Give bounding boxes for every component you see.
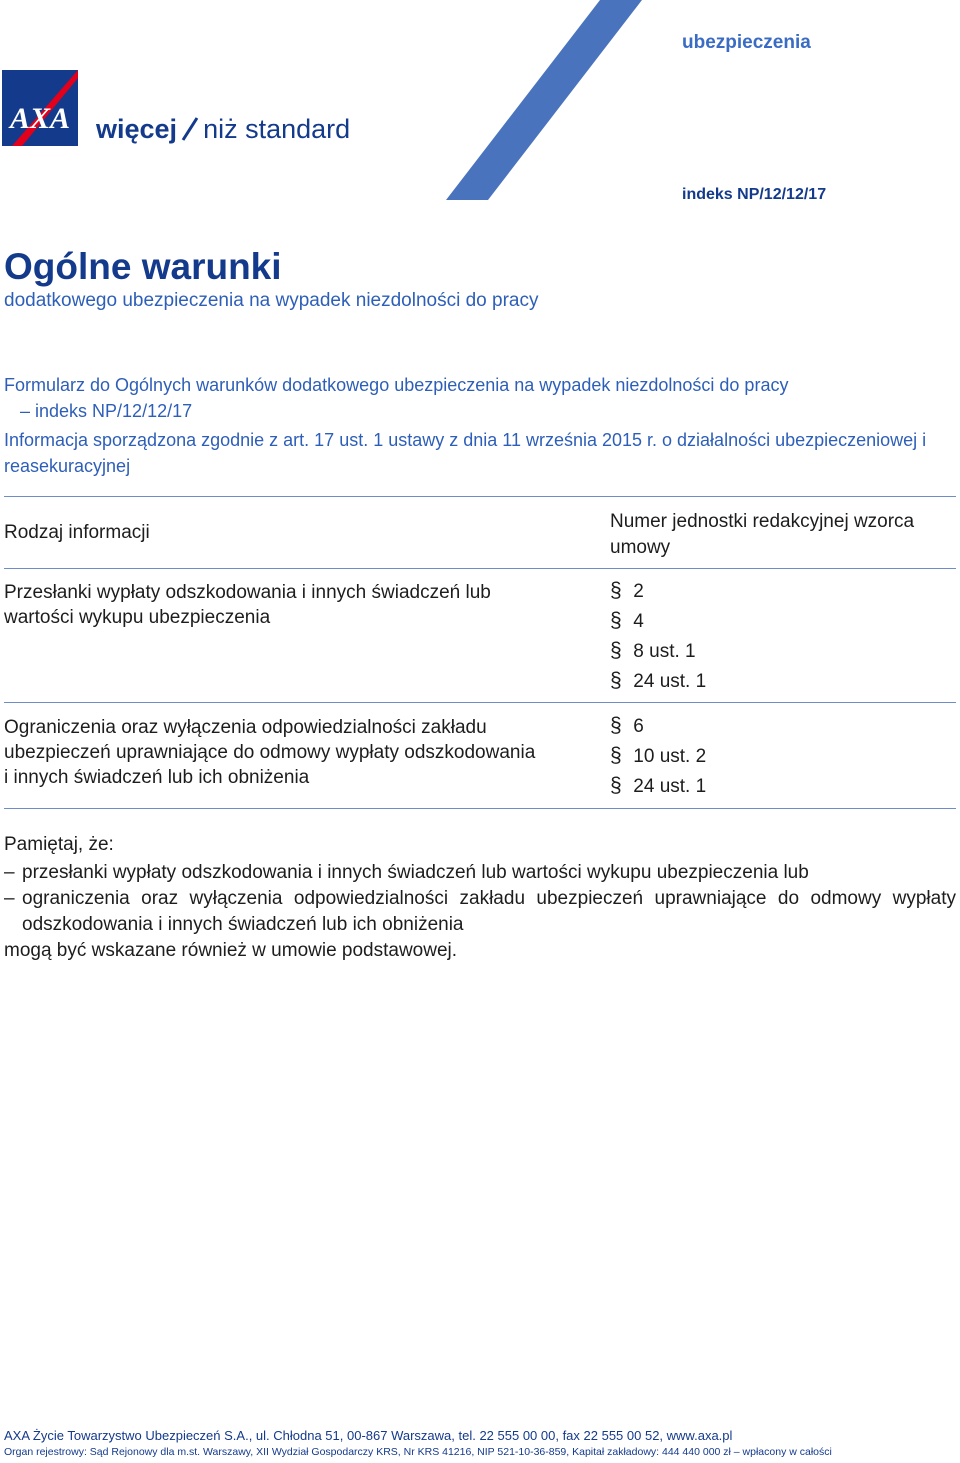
section-sign: § — [610, 744, 622, 767]
dash-bullet: – — [4, 862, 15, 883]
document-title: Ogólne warunki — [4, 246, 282, 287]
legal-basis-info: Informacja sporządzona zgodnie z art. 17 ust. 1 ustawy z dnia 11 września 2015 r. o działalności ubezpieczeniowej i reasekuracyjnej — [4, 430, 927, 476]
tagline-regular: niż standard — [203, 114, 351, 144]
note-item: – ograniczenia oraz wyłączenia odpowiedzialności zakładu ubezpieczeń uprawniające do odmowy wypłaty odszkodowania i innych świadczeń lub ich obniżenia — [4, 888, 956, 935]
column-header-info-type: Rodzaj informacji — [4, 522, 150, 543]
form-description: Formularz do Ogólnych warunków dodatkowego ubezpieczenia na wypadek niezdolności do pracy — [4, 375, 789, 395]
reminder-note — [4, 832, 956, 964]
table-header-rule — [4, 568, 956, 569]
ref-item: § 10 ust. 2 — [610, 741, 706, 771]
table-bottom-rule — [4, 808, 956, 809]
document-index: indeks NP/12/12/17 — [682, 186, 827, 203]
ref-item: § 6 — [610, 711, 706, 741]
ref-item: § 24 ust. 1 — [610, 666, 706, 696]
axa-logo — [2, 70, 78, 146]
section-sign: § — [610, 669, 622, 692]
section-sign: § — [610, 774, 622, 797]
ref-item: § 2 — [610, 576, 706, 606]
table-row-2-refs — [610, 711, 706, 801]
decorative-diagonal-stripe — [0, 0, 960, 210]
note-closing: mogą być wskazane również w umowie podstawowej. — [4, 940, 458, 961]
note-item: – przesłanki wypłaty odszkodowania i innych świadczeń lub wartości wykupu ubezpieczenia lub — [4, 860, 956, 886]
form-index-line: – indeks NP/12/12/17 — [20, 401, 193, 421]
company-footer: AXA Życie Towarzystwo Ubezpieczeń S.A., ul. Chłodna 51, 00-867 Warszawa, tel. 22 555 00 00, fax 22 555 00 52, www.axa.pl — [4, 1428, 733, 1443]
brand-tagline — [96, 114, 350, 144]
registry-footer: Organ rejestrowy: Sąd Rejonowy dla m.st. Warszawy, XII Wydział Gospodarczy KRS, Nr KRS 41216, NIP 521-10-36-859, Kapitał zakładowy: 444 440 000 zł – wpłacony w całości — [4, 1446, 832, 1458]
table-row-1-refs — [610, 576, 706, 696]
table-row-2-text: Ograniczenia oraz wyłączenia odpowiedzialności zakładu ubezpieczeń uprawniające do odmowy wypłaty odszkodowania i innych świadczeń lub ich obniżenia — [4, 717, 536, 788]
document-subtitle: dodatkowego ubezpieczenia na wypadek niezdolności do pracy — [4, 290, 539, 311]
slash-icon — [179, 116, 201, 142]
table-row-rule — [4, 702, 956, 703]
table-row-1-text: Przesłanki wypłaty odszkodowania i innych świadczeń lub wartości wykupu ubezpieczenia — [4, 582, 491, 628]
tagline-bold: więcej — [96, 114, 178, 144]
logo-wordmark: AXA — [9, 102, 71, 135]
ref-item: § 8 ust. 1 — [610, 636, 706, 666]
ref-item: § 4 — [610, 606, 706, 636]
product-label: ubezpieczenia — [682, 32, 811, 53]
column-header-unit-number: Numer jednostki redakcyjnej wzorca umowy — [610, 511, 915, 558]
section-sign: § — [610, 579, 622, 602]
ref-item: § 24 ust. 1 — [610, 771, 706, 801]
note-intro: Pamiętaj, że: — [4, 834, 114, 855]
table-top-rule — [4, 496, 956, 497]
section-sign: § — [610, 639, 622, 662]
section-sign: § — [610, 714, 622, 737]
dash-bullet: – — [4, 888, 15, 909]
section-sign: § — [610, 609, 622, 632]
